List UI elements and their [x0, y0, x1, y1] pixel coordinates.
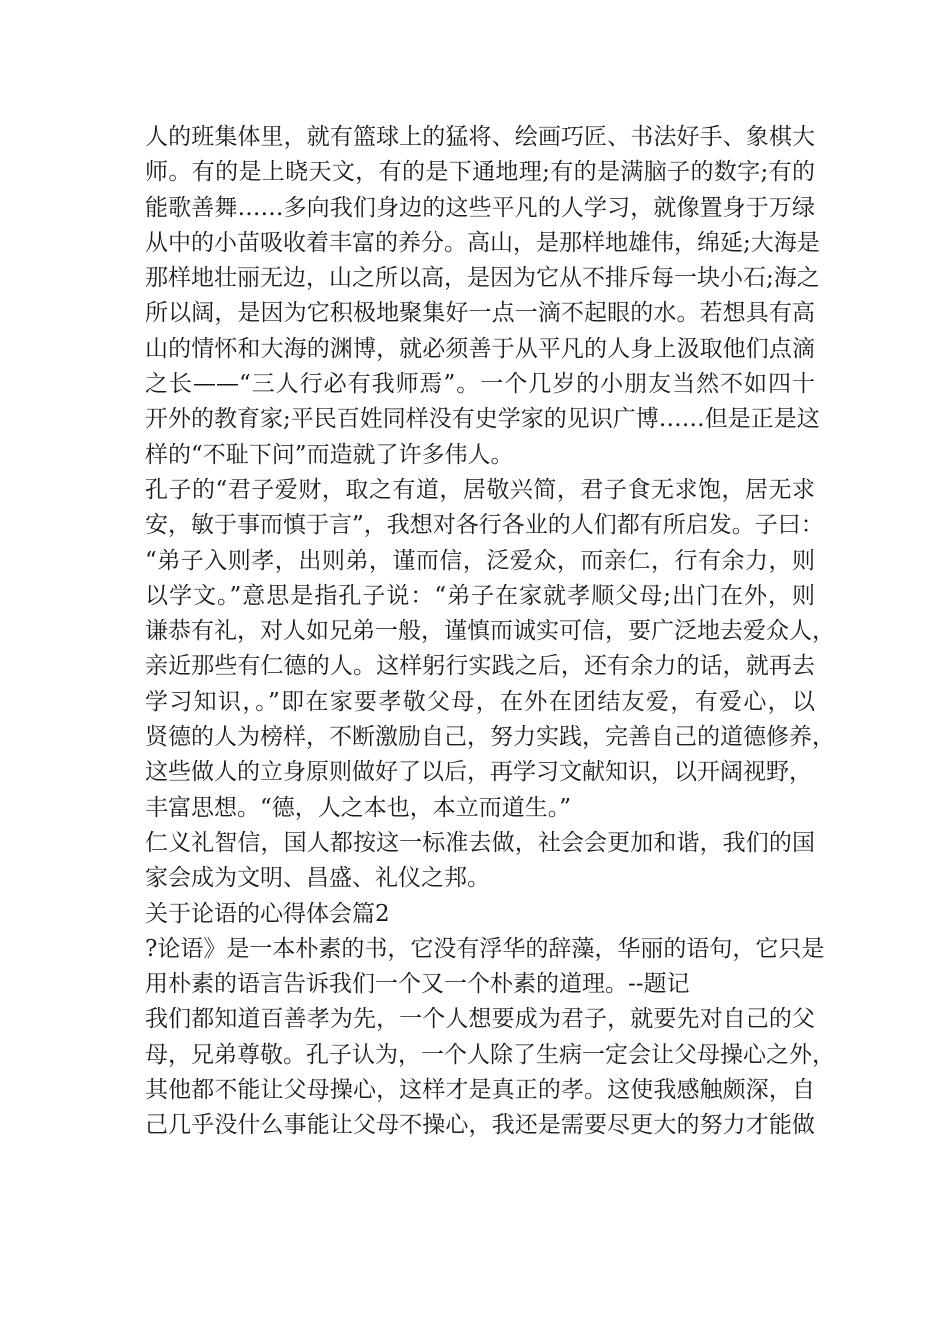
text-line: ?论语》是一本朴素的书，它没有浮华的辞藻，华丽的语句，它只是	[145, 935, 825, 962]
text-line: 关于论语的心得体会篇2	[145, 900, 390, 927]
text-line: 用朴素的语言告诉我们一个又一个朴素的道理。--题记	[145, 971, 690, 998]
text-line: 亲近那些有仁德的人。这样躬行实践之后，还有余力的话，就再去	[145, 653, 815, 680]
text-line: 丰富思想。“德，人之本也，本立而道生。”	[145, 794, 572, 821]
text-line: “弟子入则孝，出则弟，谨而信，泛爱众，而亲仁，行有余力，则	[145, 547, 815, 574]
document-body-text	[145, 120, 835, 1144]
text-line: 之长——“三人行必有我师焉”。一个几岁的小朋友当然不如四十	[145, 371, 815, 398]
text-line: 能歌善舞……多向我们身边的这些平凡的人学习，就像置身于万绿	[145, 194, 815, 221]
text-line: 孔子的“君子爱财，取之有道，居敬兴简，君子食无求饱，居无求	[145, 476, 815, 503]
text-line: 这些做人的立身原则做好了以后，再学习文献知识，以开阔视野，	[145, 759, 812, 786]
text-line: 以学文。”意思是指孔子说：“弟子在家就孝顺父母;出门在外，则	[145, 582, 815, 609]
text-line: 安，敏于事而慎于言”，我想对各行各业的人们都有所启发。子曰：	[145, 512, 824, 539]
text-line: 那样地壮丽无边，山之所以高，是因为它从不排斥每一块小石;海之	[145, 265, 820, 292]
text-line: 家会成为文明、昌盛、礼仪之邦。	[145, 865, 490, 892]
text-line: 样的“不耻下问”而造就了许多伟人。	[145, 441, 514, 468]
text-line: 贤德的人为榜样，不断激励自己，努力实践，完善自己的道德修养，	[145, 724, 835, 751]
text-line: 谦恭有礼，对人如兄弟一般，谨慎而诚实可信，要广泛地去爱众人，	[145, 618, 835, 645]
text-line: 其他都不能让父母操心，这样才是真正的孝。这使我感触颇深，自	[145, 1077, 815, 1104]
text-line: 我们都知道百善孝为先，一个人想要成为君子，就要先对自己的父	[145, 1006, 815, 1033]
text-line: 山的情怀和大海的渊博，就必须善于从平凡的人身上汲取他们点滴	[145, 335, 815, 362]
text-line: 人的班集体里，就有篮球上的猛将、绘画巧匠、书法好手、象棋大	[145, 124, 815, 150]
text-line: 所以阔，是因为它积极地聚集好一点一滴不起眼的水。若想具有高	[145, 300, 815, 327]
text-line: 学习知识，。”即在家要孝敬父母，在外在团结友爱，有爱心，以	[145, 688, 815, 715]
text-line: 己几乎没什么事能让父母不操心，我还是需要尽更大的努力才能做	[145, 1112, 815, 1139]
text-line: 师。有的是上晓天文，有的是下通地理;有的是满脑子的数字;有的	[145, 159, 815, 186]
text-line: 母，兄弟尊敬。孔子认为，一个人除了生病一定会让父母操心之外，	[145, 1041, 835, 1068]
text-line: 开外的教育家;平民百姓同样没有史学家的见识广博……但是正是这	[145, 406, 820, 433]
text-line: 仁义礼智信，国人都按这一标准去做，社会会更加和谐，我们的国	[145, 829, 815, 856]
text-line: 从中的小苗吸收着丰富的养分。高山，是那样地雄伟，绵延;大海是	[145, 229, 820, 256]
